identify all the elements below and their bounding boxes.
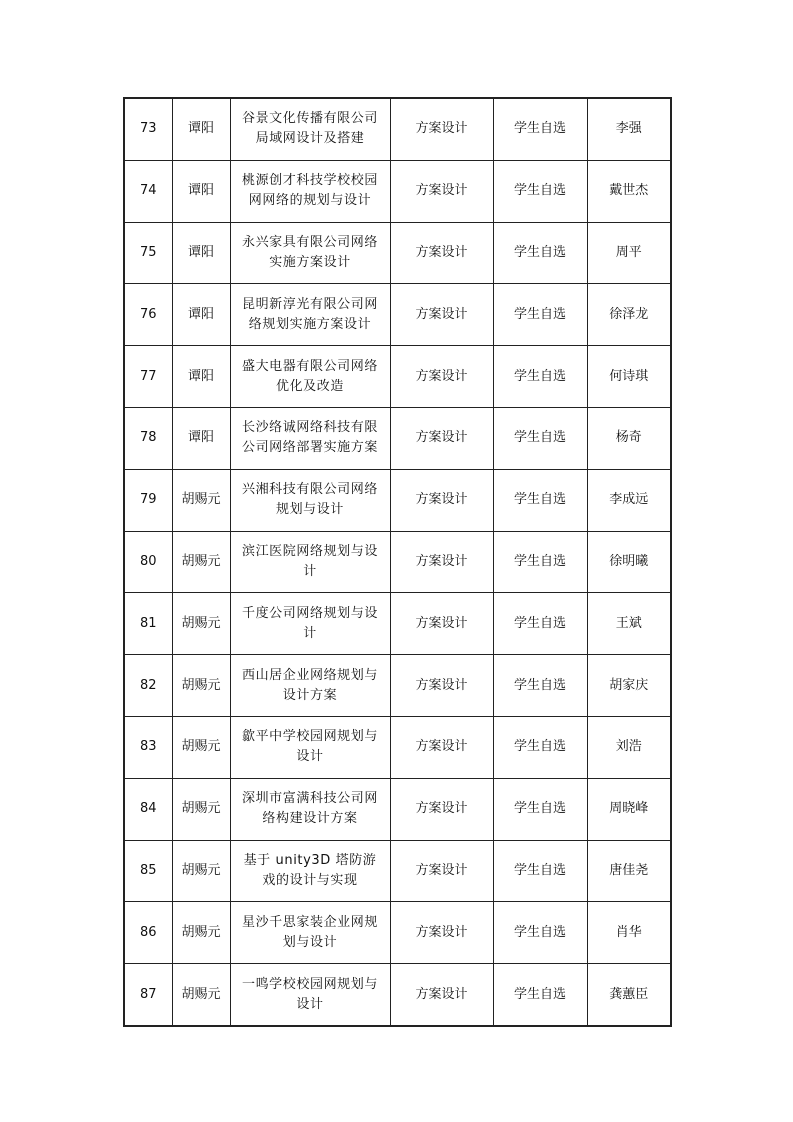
advisor-name-cell — [172, 840, 230, 902]
advisor-name: 胡赐元 — [181, 739, 221, 755]
project-title-cell — [230, 284, 390, 346]
advisor-name-cell — [172, 284, 230, 346]
project-type: 方案设计 — [415, 924, 468, 940]
topic-source-cell — [493, 346, 587, 408]
advisor-name: 胡赐元 — [181, 986, 221, 1002]
table-row — [124, 840, 671, 902]
row-number-cell — [124, 655, 172, 717]
project-title: 昆明新淳光有限公司网络规划实施方案设计 — [241, 296, 378, 332]
student-name: 周晓峰 — [609, 801, 649, 817]
project-title: 一鸣学校校园网规划与设计 — [241, 976, 378, 1012]
advisor-name-cell — [172, 778, 230, 840]
row-number-cell — [124, 222, 172, 284]
project-type: 方案设计 — [415, 553, 468, 569]
table-row — [124, 160, 671, 222]
row-number-cell — [124, 346, 172, 408]
advisor-name: 谭阳 — [187, 368, 214, 384]
project-title: 西山居企业网络规划与设计方案 — [241, 667, 378, 703]
project-type-cell — [390, 98, 493, 160]
table-row — [124, 407, 671, 469]
advisor-name: 谭阳 — [187, 244, 214, 260]
project-title: 长沙络诚网络科技有限公司网络部署实施方案 — [241, 420, 378, 456]
project-type-cell — [390, 964, 493, 1026]
row-number: 77 — [139, 368, 157, 384]
project-title: 桃源创才科技学校校园网网络的规划与设计 — [241, 173, 378, 209]
project-title-cell — [230, 407, 390, 469]
project-type-cell — [390, 593, 493, 655]
project-type: 方案设计 — [415, 739, 468, 755]
row-number: 85 — [139, 862, 157, 878]
student-name-cell — [587, 716, 671, 778]
project-title-cell — [230, 593, 390, 655]
project-type: 方案设计 — [415, 306, 468, 322]
table-row — [124, 222, 671, 284]
topic-source-cell — [493, 902, 587, 964]
topic-table — [123, 97, 672, 1027]
table-row — [124, 469, 671, 531]
project-type-cell — [390, 531, 493, 593]
row-number: 76 — [139, 306, 157, 322]
topic-source-cell — [493, 716, 587, 778]
table-row — [124, 98, 671, 160]
student-name-cell — [587, 98, 671, 160]
row-number: 75 — [139, 244, 157, 260]
row-number-cell — [124, 778, 172, 840]
advisor-name-cell — [172, 964, 230, 1026]
project-title: 基于 unity3D 塔防游戏的设计与实现 — [243, 852, 377, 888]
project-title-cell — [230, 98, 390, 160]
project-title: 谷景文化传播有限公司局域网设计及搭建 — [241, 111, 378, 147]
advisor-name-cell — [172, 902, 230, 964]
student-name: 徐明曦 — [609, 553, 649, 569]
advisor-name-cell — [172, 531, 230, 593]
row-number: 86 — [139, 924, 157, 940]
project-title: 歙平中学校园网规划与设计 — [241, 729, 378, 765]
row-number: 78 — [139, 430, 157, 446]
topic-source: 学生自选 — [513, 677, 566, 693]
project-title: 千度公司网络规划与设计 — [241, 605, 378, 641]
row-number-cell — [124, 407, 172, 469]
project-type: 方案设计 — [415, 430, 468, 446]
advisor-name: 谭阳 — [187, 121, 214, 137]
project-type-cell — [390, 469, 493, 531]
topic-source-cell — [493, 407, 587, 469]
topic-source-cell — [493, 964, 587, 1026]
student-name-cell — [587, 160, 671, 222]
row-number: 73 — [139, 121, 157, 137]
student-name: 戴世杰 — [609, 183, 649, 199]
row-number: 84 — [139, 801, 157, 817]
project-type-cell — [390, 407, 493, 469]
topic-source: 学生自选 — [513, 739, 566, 755]
project-title-cell — [230, 902, 390, 964]
project-type: 方案设计 — [415, 368, 468, 384]
student-name: 王斌 — [615, 615, 642, 631]
student-name-cell — [587, 284, 671, 346]
topic-source-cell — [493, 98, 587, 160]
topic-source-cell — [493, 222, 587, 284]
advisor-name-cell — [172, 716, 230, 778]
row-number: 79 — [139, 492, 157, 508]
advisor-name-cell — [172, 222, 230, 284]
topic-table-body — [124, 98, 671, 1026]
project-type-cell — [390, 716, 493, 778]
project-title: 星沙千思家装企业网规划与设计 — [241, 914, 378, 950]
advisor-name-cell — [172, 593, 230, 655]
table-row — [124, 964, 671, 1026]
row-number: 87 — [139, 986, 157, 1002]
advisor-name-cell — [172, 160, 230, 222]
topic-source: 学生自选 — [513, 244, 566, 260]
advisor-name: 胡赐元 — [181, 677, 221, 693]
topic-source-cell — [493, 160, 587, 222]
topic-source-cell — [493, 284, 587, 346]
student-name: 龚蕙臣 — [609, 986, 649, 1002]
project-title-cell — [230, 655, 390, 717]
table-row — [124, 902, 671, 964]
student-name: 杨奇 — [615, 430, 642, 446]
student-name-cell — [587, 902, 671, 964]
table-row — [124, 778, 671, 840]
topic-source-cell — [493, 469, 587, 531]
student-name-cell — [587, 407, 671, 469]
project-type: 方案设计 — [415, 492, 468, 508]
advisor-name: 胡赐元 — [181, 801, 221, 817]
row-number-cell — [124, 469, 172, 531]
table-row — [124, 716, 671, 778]
row-number-cell — [124, 840, 172, 902]
topic-source: 学生自选 — [513, 924, 566, 940]
project-title: 深圳市富满科技公司网络构建设计方案 — [241, 791, 378, 827]
project-title: 永兴家具有限公司网络实施方案设计 — [241, 234, 378, 270]
topic-source-cell — [493, 840, 587, 902]
row-number-cell — [124, 964, 172, 1026]
project-title-cell — [230, 716, 390, 778]
advisor-name: 胡赐元 — [181, 924, 221, 940]
project-type: 方案设计 — [415, 615, 468, 631]
project-type: 方案设计 — [415, 677, 468, 693]
student-name: 肖华 — [615, 924, 642, 940]
project-title: 兴湘科技有限公司网络规划与设计 — [241, 482, 378, 518]
project-type-cell — [390, 160, 493, 222]
topic-source-cell — [493, 593, 587, 655]
advisor-name: 胡赐元 — [181, 862, 221, 878]
row-number: 81 — [139, 615, 157, 631]
project-title: 滨江医院网络规划与设计 — [241, 543, 378, 579]
student-name-cell — [587, 593, 671, 655]
student-name-cell — [587, 531, 671, 593]
project-title-cell — [230, 469, 390, 531]
student-name: 胡家庆 — [609, 677, 649, 693]
topic-source: 学生自选 — [513, 368, 566, 384]
student-name: 徐泽龙 — [609, 306, 649, 322]
advisor-name-cell — [172, 346, 230, 408]
student-name-cell — [587, 778, 671, 840]
student-name: 李强 — [615, 121, 642, 137]
topic-source: 学生自选 — [513, 553, 566, 569]
advisor-name-cell — [172, 98, 230, 160]
topic-source: 学生自选 — [513, 430, 566, 446]
advisor-name: 胡赐元 — [181, 492, 221, 508]
table-row — [124, 655, 671, 717]
table-row — [124, 531, 671, 593]
student-name: 刘浩 — [615, 739, 642, 755]
project-type-cell — [390, 655, 493, 717]
topic-source: 学生自选 — [513, 862, 566, 878]
row-number: 80 — [139, 553, 157, 569]
student-name-cell — [587, 469, 671, 531]
student-name-cell — [587, 655, 671, 717]
advisor-name: 谭阳 — [187, 183, 214, 199]
student-name-cell — [587, 964, 671, 1026]
project-type: 方案设计 — [415, 801, 468, 817]
project-type-cell — [390, 284, 493, 346]
project-title-cell — [230, 531, 390, 593]
advisor-name: 胡赐元 — [181, 553, 221, 569]
topic-source-cell — [493, 778, 587, 840]
project-type: 方案设计 — [415, 183, 468, 199]
topic-source: 学生自选 — [513, 121, 566, 137]
row-number-cell — [124, 902, 172, 964]
project-type-cell — [390, 840, 493, 902]
topic-source-cell — [493, 531, 587, 593]
topic-source: 学生自选 — [513, 492, 566, 508]
advisor-name: 谭阳 — [187, 306, 214, 322]
advisor-name-cell — [172, 469, 230, 531]
student-name-cell — [587, 840, 671, 902]
project-type-cell — [390, 346, 493, 408]
student-name-cell — [587, 346, 671, 408]
advisor-name: 谭阳 — [187, 430, 214, 446]
row-number-cell — [124, 160, 172, 222]
project-title-cell — [230, 778, 390, 840]
student-name: 李成远 — [609, 492, 649, 508]
table-row — [124, 593, 671, 655]
project-type: 方案设计 — [415, 862, 468, 878]
topic-source: 学生自选 — [513, 801, 566, 817]
table-row — [124, 284, 671, 346]
student-name: 何诗琪 — [609, 368, 649, 384]
topic-source: 学生自选 — [513, 615, 566, 631]
project-type: 方案设计 — [415, 121, 468, 137]
project-title-cell — [230, 840, 390, 902]
row-number-cell — [124, 593, 172, 655]
topic-source: 学生自选 — [513, 306, 566, 322]
project-type-cell — [390, 902, 493, 964]
project-type: 方案设计 — [415, 986, 468, 1002]
project-title-cell — [230, 222, 390, 284]
advisor-name-cell — [172, 655, 230, 717]
topic-source: 学生自选 — [513, 183, 566, 199]
topic-source: 学生自选 — [513, 986, 566, 1002]
project-title: 盛大电器有限公司网络优化及改造 — [241, 358, 378, 394]
student-name-cell — [587, 222, 671, 284]
student-name: 周平 — [615, 244, 642, 260]
table-row — [124, 346, 671, 408]
row-number-cell — [124, 98, 172, 160]
advisor-name: 胡赐元 — [181, 615, 221, 631]
project-type: 方案设计 — [415, 244, 468, 260]
project-type-cell — [390, 222, 493, 284]
student-name: 唐佳尧 — [609, 862, 649, 878]
project-title-cell — [230, 346, 390, 408]
project-title-cell — [230, 964, 390, 1026]
project-type-cell — [390, 778, 493, 840]
row-number-cell — [124, 531, 172, 593]
topic-source-cell — [493, 655, 587, 717]
advisor-name-cell — [172, 407, 230, 469]
project-title-cell — [230, 160, 390, 222]
row-number: 82 — [139, 677, 157, 693]
row-number-cell — [124, 284, 172, 346]
row-number: 83 — [139, 739, 157, 755]
row-number: 74 — [139, 183, 157, 199]
row-number-cell — [124, 716, 172, 778]
